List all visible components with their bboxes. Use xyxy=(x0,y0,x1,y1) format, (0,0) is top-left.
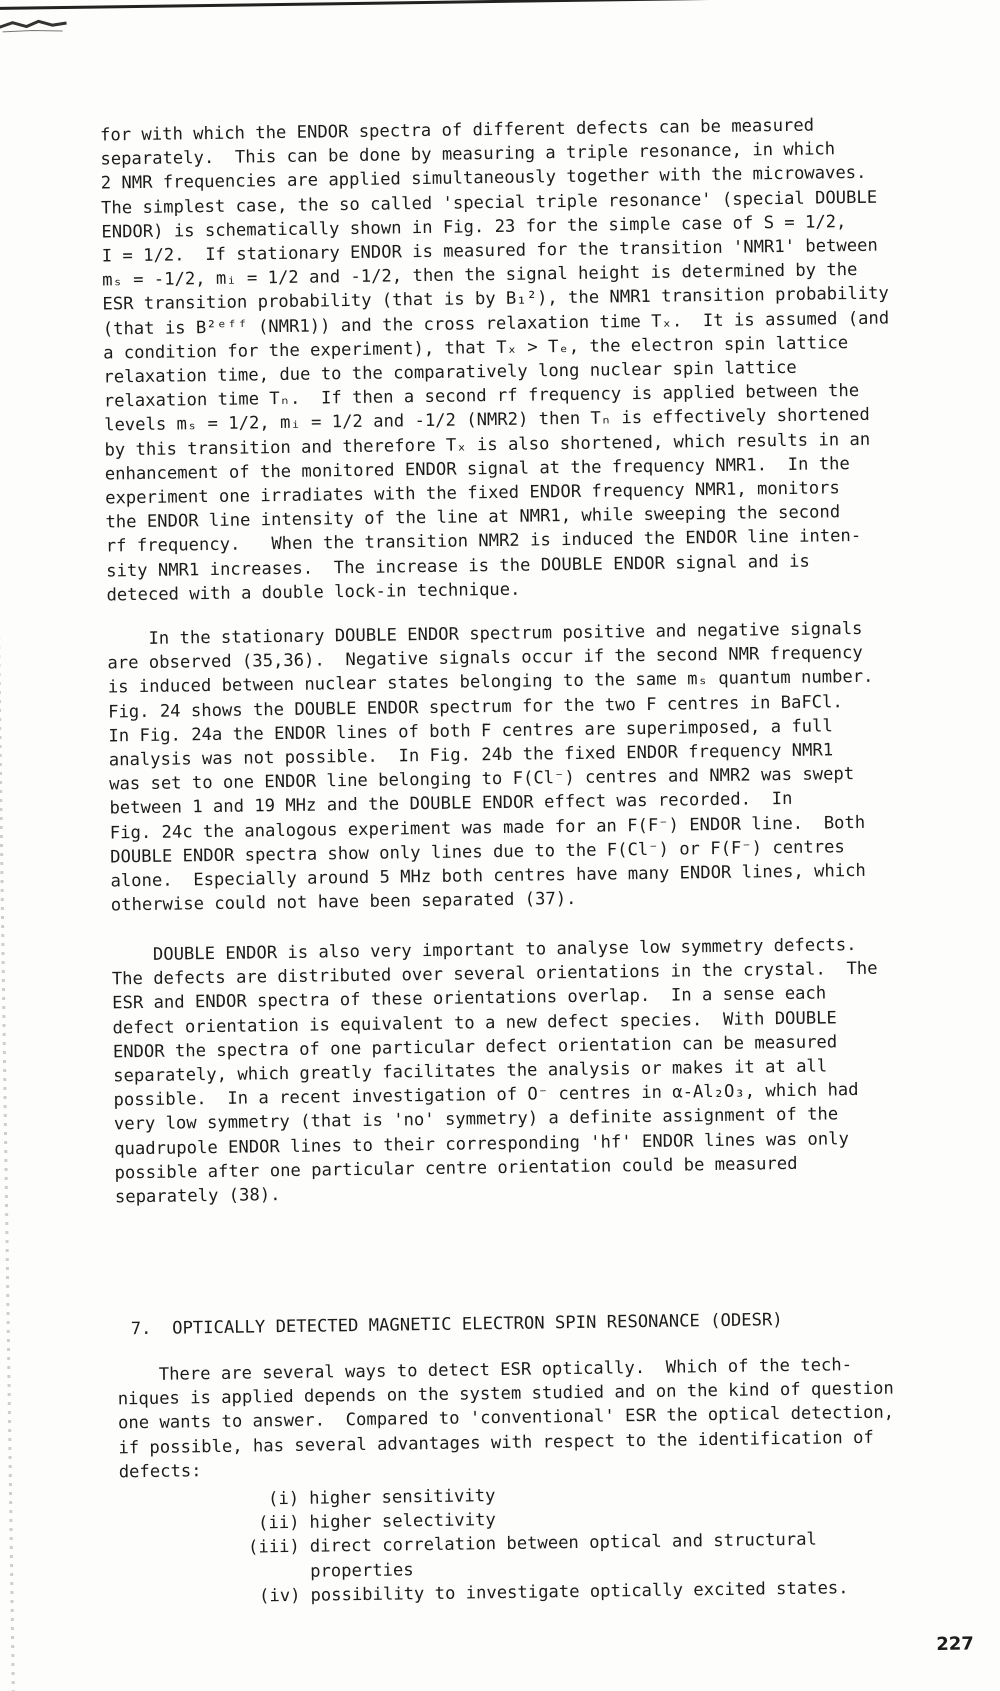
text-line: deteced with a double lock-in technique. xyxy=(106,579,521,606)
paragraph-1 xyxy=(100,112,937,608)
text-line: was set to one ENDOR line belonging to F(Cl⁻) centres and NMR2 was swept xyxy=(109,764,855,795)
text-line: ESR transition probability (that is by B₁²), the NMR1 transition probability xyxy=(102,283,889,315)
advantages-list xyxy=(219,1478,941,1609)
text-line: relaxation time Tₙ. If then a second rf frequency is applied between the xyxy=(103,381,860,412)
text-line: Fig. 24 shows the DOUBLE ENDOR spectrum for the two F centres in BaFCl. xyxy=(108,691,843,723)
text-line: possible after one particular centre orientation could be measured xyxy=(114,1153,798,1184)
text-line: alone. Especially around 5 MHz both centres have many ENDOR lines, which xyxy=(110,860,866,892)
scan-edge xyxy=(0,7,15,1691)
text-line: DOUBLE ENDOR is also very important to analyse low symmetry defects. xyxy=(111,935,857,966)
text-line: mₛ = -1/2, mᵢ = 1/2 and -1/2, then the signal height is determined by the xyxy=(101,260,858,291)
text-line: ESR and ENDOR spectra of these orientations overlap. In a sense each xyxy=(112,983,827,1014)
text-line: for with which the ENDOR spectra of different defects can be measured xyxy=(99,115,815,146)
text-line: defects: xyxy=(118,1461,202,1483)
text-line: The simplest case, the so called 'special triple resonance' (special DOUBLE xyxy=(100,187,878,219)
text-line: experiment one irradiates with the fixed ENDOR frequency NMR1, monitors xyxy=(105,478,840,509)
text-line: levels mₛ = 1/2, mᵢ = 1/2 and -1/2 (NMR2) then Tₙ is effectively shortened xyxy=(104,405,870,436)
list-item-text xyxy=(309,1508,496,1535)
text-line: (that is B²ᵉᶠᶠ (NMR1)) and the cross relaxation time Tₓ. It is assumed (and xyxy=(102,308,890,340)
text-line: The defects are distributed over several orientations in the crystal. The xyxy=(111,958,878,990)
text-line: separately, which greatly facilitates the analysis or makes it at all xyxy=(113,1056,828,1087)
text-line: is induced between nuclear states belonging to the same mₛ quantum number. xyxy=(107,667,874,698)
text-line: quadrupole ENDOR lines to their corresponding 'hf' ENDOR lines was only xyxy=(114,1128,850,1160)
list-item-number: (ii) xyxy=(257,1513,300,1534)
top-rule xyxy=(0,0,988,10)
text-line: In the stationary DOUBLE ENDOR spectrum positive and negative signals xyxy=(106,618,863,650)
text-line: separately (38). xyxy=(114,1185,281,1208)
text-line: 2 NMR frequencies are applied simultaneously together with the microwaves. xyxy=(100,163,867,194)
list-item-line: properties xyxy=(310,1559,414,1582)
list-item-line: possibility to investigate optically excited states. xyxy=(310,1578,849,1606)
text-line: if possible, has several advantages with respect to the identification of xyxy=(118,1427,874,1458)
text-line: separately. This can be done by measuring a triple resonance, in which xyxy=(100,139,836,170)
list-item-number: (i) xyxy=(267,1488,300,1510)
list-item-line: higher selectivity xyxy=(309,1510,496,1533)
list-item-line: higher sensitivity xyxy=(309,1486,496,1509)
text-line: sity NMR1 increases. The increase is the DOUBLE ENDOR signal and is xyxy=(106,551,810,582)
list-item-text xyxy=(310,1528,818,1583)
text-line: are observed (35,36). Negative signals occur if the second NMR frequency xyxy=(107,643,863,674)
text-line: between 1 and 19 MHz and the DOUBLE ENDOR effect was recorded. In xyxy=(109,789,793,819)
text-line: otherwise could not have been separated (37). xyxy=(110,889,577,916)
section-heading: 7. OPTICALLY DETECTED MAGNETIC ELECTRON SPIN RESONANCE (ODESR) xyxy=(130,1310,783,1340)
text-line: In Fig. 24a the ENDOR lines of both F centres are superimposed, a full xyxy=(108,716,833,747)
scan-artifact-mark xyxy=(0,12,73,35)
text-line: I = 1/2. If stationary ENDOR is measured for the transition 'NMR1' between xyxy=(101,235,878,267)
text-line: by this transition and therefore Tₓ is also shortened, which results in an xyxy=(104,429,871,461)
list-item-number: (iv) xyxy=(258,1585,301,1607)
text-line: There are several ways to detect ESR optically. Which of the tech- xyxy=(117,1355,853,1386)
list-item-text xyxy=(309,1484,496,1511)
text-line: ENDOR) is schematically shown in Fig. 23 for the simple case of S = 1/2, xyxy=(101,211,847,243)
text-line: relaxation time, due to the comparatively long nuclear spin lattice xyxy=(103,357,797,388)
text-line: DOUBLE ENDOR spectra show only lines due to the F(Cl⁻) or F(F⁻) centres xyxy=(110,837,845,868)
list-item-number: (iii) xyxy=(247,1537,300,1558)
text-line: one wants to answer. Compared to 'conventional' ESR the optical detection, xyxy=(117,1402,895,1434)
text-line: defect orientation is equivalent to a new defect species. With DOUBLE xyxy=(112,1007,837,1039)
text-line: very low symmetry (that is 'no' symmetry) a definite assignment of the xyxy=(113,1104,839,1135)
text-line: a condition for the experiment), that Tₓ > Tₑ, the electron spin lattice xyxy=(102,332,849,364)
text-line: enhancement of the monitored ENDOR signal at the frequency NMR1. In the xyxy=(104,453,850,485)
paragraph-3 xyxy=(111,932,945,1210)
text-line: possible. In a recent investigation of O⁻ centres in α-Al₂O₃, which had xyxy=(113,1080,859,1111)
text-line: analysis was not possible. In Fig. 24b the fixed ENDOR frequency NMR1 xyxy=(108,740,834,771)
text-line: niques is applied depends on the system studied and on the kind of question xyxy=(117,1378,894,1410)
paragraph-2 xyxy=(107,616,941,918)
text-line: rf frequency. When the transition NMR2 is induced the ENDOR line inten- xyxy=(105,526,862,557)
text-line: ENDOR the spectra of one particular defect orientation can be measured xyxy=(112,1032,838,1063)
paragraph-4 xyxy=(117,1352,949,1485)
page-number: 227 xyxy=(936,1633,974,1655)
text-line: the ENDOR line intensity of the line at NMR1, while sweeping the second xyxy=(105,502,841,533)
list-item-line: direct correlation between optical and structural xyxy=(309,1530,817,1558)
text-line: Fig. 24c the analogous experiment was made for an F(F⁻) ENDOR line. Both xyxy=(109,812,866,844)
